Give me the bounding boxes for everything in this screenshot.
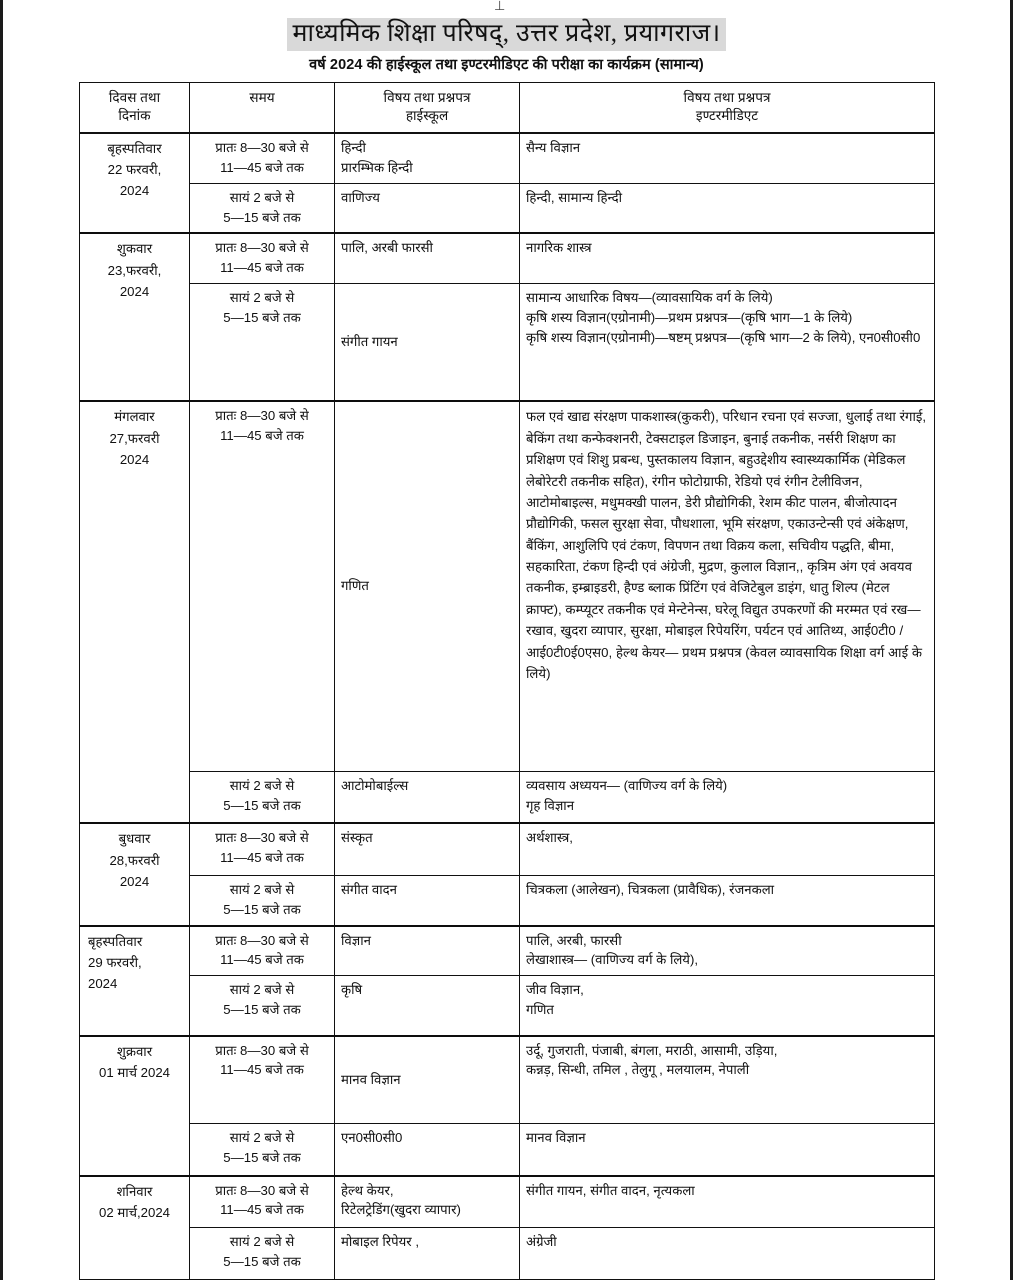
- time-slot-line: 11—45 बजे तक: [220, 428, 304, 444]
- column-header-day-date: [80, 82, 190, 133]
- intermediate-subject-line: अर्थशास्त्र,: [526, 830, 573, 846]
- time-slot-cell: [190, 183, 335, 233]
- time-slot-line: 11—45 बजे तक: [220, 952, 304, 968]
- header-day-line1: दिवस तथा: [108, 89, 161, 105]
- time-slot-line: 5—15 बजे तक: [223, 1253, 301, 1269]
- highschool-subject-cell: [335, 183, 520, 233]
- day-date-cell: [80, 1036, 190, 1176]
- schedule-table-container: [79, 82, 934, 1280]
- intermediate-subject-line: चित्रकला (आलेखन), चित्रकला (प्रावैधिक), रंजनकला: [526, 881, 775, 897]
- intermediate-subject-line: कृषि शस्य विज्ञान(एग्रोनामी)—षष्टम् प्रश्नपत्र—(कृषि भाग—2 के लिये), एन0सी0सी0: [526, 329, 921, 345]
- header-row: [80, 82, 935, 133]
- day-date-cell: [80, 401, 190, 823]
- highschool-subject-line: गणित: [341, 578, 369, 594]
- highschool-subject-line: प्रारम्भिक हिन्दी: [341, 159, 413, 175]
- intermediate-subject-line: सैन्य विज्ञान: [526, 140, 581, 156]
- intermediate-subject-cell: [520, 976, 935, 1036]
- intermediate-subject-line: जीव विज्ञान,: [526, 982, 584, 998]
- intermediate-subject-line: कृषि शस्य विज्ञान(एग्रोनामी)—प्रथम प्रश्नपत्र—(कृषि भाग—1 के लिये): [526, 309, 853, 325]
- highschool-subject-cell: [335, 283, 520, 401]
- highschool-subject-line: मोबाइल रिपेयर ,: [341, 1234, 419, 1250]
- day-date-line: 27,फरवरी: [109, 430, 160, 446]
- highschool-subject-line: विज्ञान: [341, 932, 371, 948]
- highschool-subject-cell: [335, 1228, 520, 1280]
- time-slot-line: सायं 2 बजे से: [229, 189, 295, 205]
- header-highschool-line1: विषय तथा प्रश्नपत्र: [383, 89, 471, 105]
- table-body: [80, 133, 935, 1279]
- time-slot-line: 5—15 बजे तक: [223, 797, 301, 813]
- time-slot-line: 11—45 बजे तक: [220, 1062, 304, 1078]
- time-slot-line: 5—15 बजे तक: [223, 309, 301, 325]
- intermediate-subject-line: लेखाशास्त्र— (वाणिज्य वर्ग के लिये),: [526, 952, 699, 968]
- intermediate-subject-cell: [520, 875, 935, 925]
- highschool-subject-cell: [335, 823, 520, 875]
- day-date-line: शुकवार: [116, 241, 153, 257]
- page-subtitle: वर्ष 2024 की हाईस्कूल तथा इण्टरमीडिएट की परीक्षा का कार्यक्रम (सामान्य): [309, 56, 704, 73]
- time-slot-cell: [190, 926, 335, 976]
- time-slot-line: प्रातः 8—30 बजे से: [215, 140, 309, 156]
- exam-schedule-table: [79, 82, 935, 1280]
- intermediate-subject-line: सामान्य आधारिक विषय—(व्यावसायिक वर्ग के लिये): [526, 289, 773, 305]
- intermediate-subject-cell: [520, 401, 935, 771]
- highschool-subject-cell: [335, 133, 520, 183]
- intermediate-subject-cell: [520, 183, 935, 233]
- highschool-subject-line: संगीत वादन: [341, 881, 398, 897]
- highschool-subject-line: एन0सी0सी0: [341, 1130, 403, 1146]
- time-slot-line: 5—15 बजे तक: [223, 1001, 301, 1017]
- table-header: [80, 82, 935, 133]
- time-slot-cell: [190, 823, 335, 875]
- day-date-line: बृहस्पतिवार: [88, 933, 143, 949]
- intermediate-subject-line: नागरिक शास्त्र: [526, 240, 592, 256]
- intermediate-subject-line: अंग्रेजी: [526, 1234, 557, 1250]
- intermediate-subject-cell: [520, 133, 935, 183]
- highschool-subject-cell: [335, 1176, 520, 1228]
- day-date-line: 28,फरवरी: [109, 852, 160, 868]
- time-slot-cell: [190, 283, 335, 401]
- intermediate-subject-line: संगीत गायन, संगीत वादन, नृत्यकला: [526, 1182, 695, 1198]
- intermediate-subject-line: पालि, अरबी, फारसी: [526, 932, 622, 948]
- intermediate-subject-line: कन्नड़, सिन्धी, तमिल , तेलुगू , मलयालम, नेपाली: [526, 1062, 750, 1078]
- time-slot-line: प्रातः 8—30 बजे से: [215, 408, 309, 424]
- table-row: [80, 771, 935, 823]
- table-row: [80, 875, 935, 925]
- day-date-line: बृहस्पतिवार: [107, 141, 162, 157]
- time-slot-cell: [190, 1228, 335, 1280]
- time-slot-cell: [190, 233, 335, 283]
- time-slot-line: सायं 2 बजे से: [229, 1130, 295, 1146]
- intermediate-subject-cell: [520, 771, 935, 823]
- time-slot-cell: [190, 976, 335, 1036]
- highschool-subject-line: हेल्थ केयर,: [341, 1182, 394, 1198]
- intermediate-subject-cell: [520, 1228, 935, 1280]
- highschool-subject-line: हिन्दी: [341, 140, 366, 156]
- day-date-line: शुक्रवार: [116, 1043, 153, 1059]
- day-date-cell: [80, 133, 190, 233]
- time-slot-cell: [190, 1124, 335, 1176]
- day-date-line: 2024: [119, 183, 150, 199]
- table-row: [80, 926, 935, 976]
- time-slot-line: सायं 2 बजे से: [229, 982, 295, 998]
- time-slot-cell: [190, 875, 335, 925]
- highschool-subject-cell: [335, 771, 520, 823]
- header-intermediate-line2: इण्टरमीडिएट: [695, 107, 759, 123]
- time-slot-line: 11—45 बजे तक: [220, 1202, 304, 1218]
- day-date-line: 29 फरवरी,: [88, 954, 142, 970]
- day-date-cell: [80, 823, 190, 925]
- day-date-line: बुधवार: [118, 831, 151, 847]
- highschool-subject-line: संगीत गायन: [341, 333, 398, 349]
- time-slot-line: प्रातः 8—30 बजे से: [215, 1042, 309, 1058]
- time-slot-line: 5—15 बजे तक: [223, 1149, 301, 1165]
- time-slot-line: 5—15 बजे तक: [223, 901, 301, 917]
- highschool-subject-line: रिटेलट्रेडिंग(खुदरा व्यापार): [341, 1202, 461, 1218]
- table-row: [80, 1124, 935, 1176]
- highschool-subject-cell: [335, 1124, 520, 1176]
- table-row: [80, 1176, 935, 1228]
- intermediate-subject-cell: [520, 1124, 935, 1176]
- table-row: [80, 401, 935, 771]
- page-title: माध्यमिक शिक्षा परिषद्, उत्तर प्रदेश, प्रयागराज।: [287, 18, 727, 51]
- table-row: [80, 1036, 935, 1124]
- column-header-time: [190, 82, 335, 133]
- intermediate-subject-line: फल एवं खाद्य संरक्षण पाकशास्त्र(कुकरी), परिधान रचना एवं सज्जा, धुलाई तथा रंगाई, बेकिंग तथा कन्फेक्शनरी, टेक्सटाइल डिजाइन, बुनाई तकनीक, नर्सरी शिक्षण का प्रशिक्षण एवं शिशु प्रबन्ध, पुस्तकालय विज्ञान, बहुउद्देशीय स्वास्थ्यकार्मिक (मेडिकल लेबोरेटरी तकनीक सहित), रंगीन फोटोग्राफी, रेडियो एवं रंगीन टेलीविजन, आटोमोबाइल्स, मधुमक्खी पालन, डेरी प्रौद्योगिकी, रेशम कीट पालन, बीजोत्पादन प्रौद्योगिकी, फसल सुरक्षा सेवा, पौधशाला, भूमि संरक्षण, एकाउन्टेन्सी एवं अंकेक्षण, बैंकिंग, आशुलिपि एवं टंकण, विपणन तथा विक्रय कला, सचिवीय पद्धति, बीमा, सहकारिता, टंकण हिन्दी एवं अंग्रेजी, मुद्रण, कुलाल विज्ञान,, कृत्रिम अंग एवं अवयव तकनीक, इम्ब्राइडरी, हैण्ड ब्लाक प्रिंटिंग एवं वेजिटेबुल डाइंग, धातु शिल्प (मेटल क्राफ्ट), कम्प्यूटर तकनीक एवं मेन्टेनेन्स, घरेलू विद्युत उपकरणों की मरम्मत एवं रख—रखाव, खुदरा व्यापार, सुरक्षा, मोबाइल रिपेयरिंग, पर्यटन एवं आतिथ्य, आई0टी0 / आई0टी0ई0एस0, हेल्थ केयर— प्रथम प्रश्नपत्र (केवल व्यावसायिक शिक्षा वर्ग आई के लिये): [526, 409, 927, 681]
- day-date-line: 2024: [88, 975, 118, 991]
- time-slot-cell: [190, 1036, 335, 1124]
- intermediate-subject-line: व्यवसाय अध्ययन— (वाणिज्य वर्ग के लिये): [526, 777, 728, 793]
- table-row: [80, 283, 935, 401]
- day-date-line: 2024: [119, 873, 150, 889]
- header-highschool-line2: हाईस्कूल: [405, 107, 449, 123]
- scan-artifact-mark: ⊥: [494, 0, 506, 13]
- day-date-line: 23,फरवरी,: [107, 262, 162, 278]
- intermediate-subject-line: गृह विज्ञान: [526, 797, 575, 813]
- time-slot-line: प्रातः 8—30 बजे से: [215, 830, 309, 846]
- time-slot-line: सायं 2 बजे से: [229, 881, 295, 897]
- header-day-line2: दिनांक: [118, 107, 151, 123]
- time-slot-line: सायं 2 बजे से: [229, 777, 295, 793]
- intermediate-subject-line: हिन्दी, सामान्य हिन्दी: [526, 189, 622, 205]
- highschool-subject-cell: [335, 875, 520, 925]
- table-row: [80, 823, 935, 875]
- time-slot-line: 11—45 बजे तक: [220, 260, 304, 276]
- time-slot-cell: [190, 133, 335, 183]
- highschool-subject-line: वाणिज्य: [341, 189, 380, 205]
- header-time-label: समय: [249, 89, 275, 105]
- time-slot-line: सायं 2 बजे से: [229, 289, 295, 305]
- table-row: [80, 233, 935, 283]
- time-slot-line: सायं 2 बजे से: [229, 1234, 295, 1250]
- intermediate-subject-cell: [520, 1176, 935, 1228]
- table-row: [80, 133, 935, 183]
- table-row: [80, 1228, 935, 1280]
- day-date-line: 02 मार्च,2024: [98, 1204, 170, 1220]
- day-date-cell: [80, 926, 190, 1036]
- table-row: [80, 976, 935, 1036]
- day-date-line: मंगलवार: [114, 409, 155, 425]
- day-date-cell: [80, 1176, 190, 1280]
- table-row: [80, 183, 935, 233]
- intermediate-subject-cell: [520, 283, 935, 401]
- intermediate-subject-line: गणित: [526, 1001, 554, 1017]
- intermediate-subject-cell: [520, 233, 935, 283]
- time-slot-line: प्रातः 8—30 बजे से: [215, 1182, 309, 1198]
- day-date-line: 2024: [119, 451, 150, 467]
- intermediate-subject-line: उर्दू, गुजराती, पंजाबी, बंगला, मराठी, आसामी, उड़िया,: [526, 1042, 778, 1058]
- highschool-subject-cell: [335, 926, 520, 976]
- highschool-subject-line: संस्कृत: [341, 830, 373, 846]
- day-date-line: शनिवार: [116, 1183, 153, 1199]
- time-slot-cell: [190, 771, 335, 823]
- day-date-line: 22 फरवरी,: [107, 162, 162, 178]
- day-date-line: 01 मार्च 2024: [98, 1064, 170, 1080]
- column-header-highschool: [335, 82, 520, 133]
- highschool-subject-line: आटोमोबाईल्स: [341, 777, 409, 793]
- time-slot-line: 11—45 बजे तक: [220, 850, 304, 866]
- title-block: [0, 18, 1013, 74]
- highschool-subject-cell: [335, 976, 520, 1036]
- highschool-subject-line: पालि, अरबी फारसी: [341, 240, 433, 256]
- day-date-cell: [80, 233, 190, 401]
- intermediate-subject-cell: [520, 1036, 935, 1124]
- time-slot-cell: [190, 1176, 335, 1228]
- time-slot-line: प्रातः 8—30 बजे से: [215, 240, 309, 256]
- day-date-line: 2024: [119, 283, 150, 299]
- header-intermediate-line1: विषय तथा प्रश्नपत्र: [683, 89, 771, 105]
- highschool-subject-line: मानव विज्ञान: [341, 1071, 401, 1087]
- intermediate-subject-cell: [520, 823, 935, 875]
- highschool-subject-cell: [335, 233, 520, 283]
- time-slot-line: प्रातः 8—30 बजे से: [215, 932, 309, 948]
- time-slot-line: 11—45 बजे तक: [220, 159, 304, 175]
- highschool-subject-line: कृषि: [341, 982, 363, 998]
- time-slot-line: 5—15 बजे तक: [223, 209, 301, 225]
- column-header-intermediate: [520, 82, 935, 133]
- time-slot-cell: [190, 401, 335, 771]
- highschool-subject-cell: [335, 401, 520, 771]
- intermediate-subject-line: मानव विज्ञान: [526, 1130, 586, 1146]
- highschool-subject-cell: [335, 1036, 520, 1124]
- intermediate-subject-cell: [520, 926, 935, 976]
